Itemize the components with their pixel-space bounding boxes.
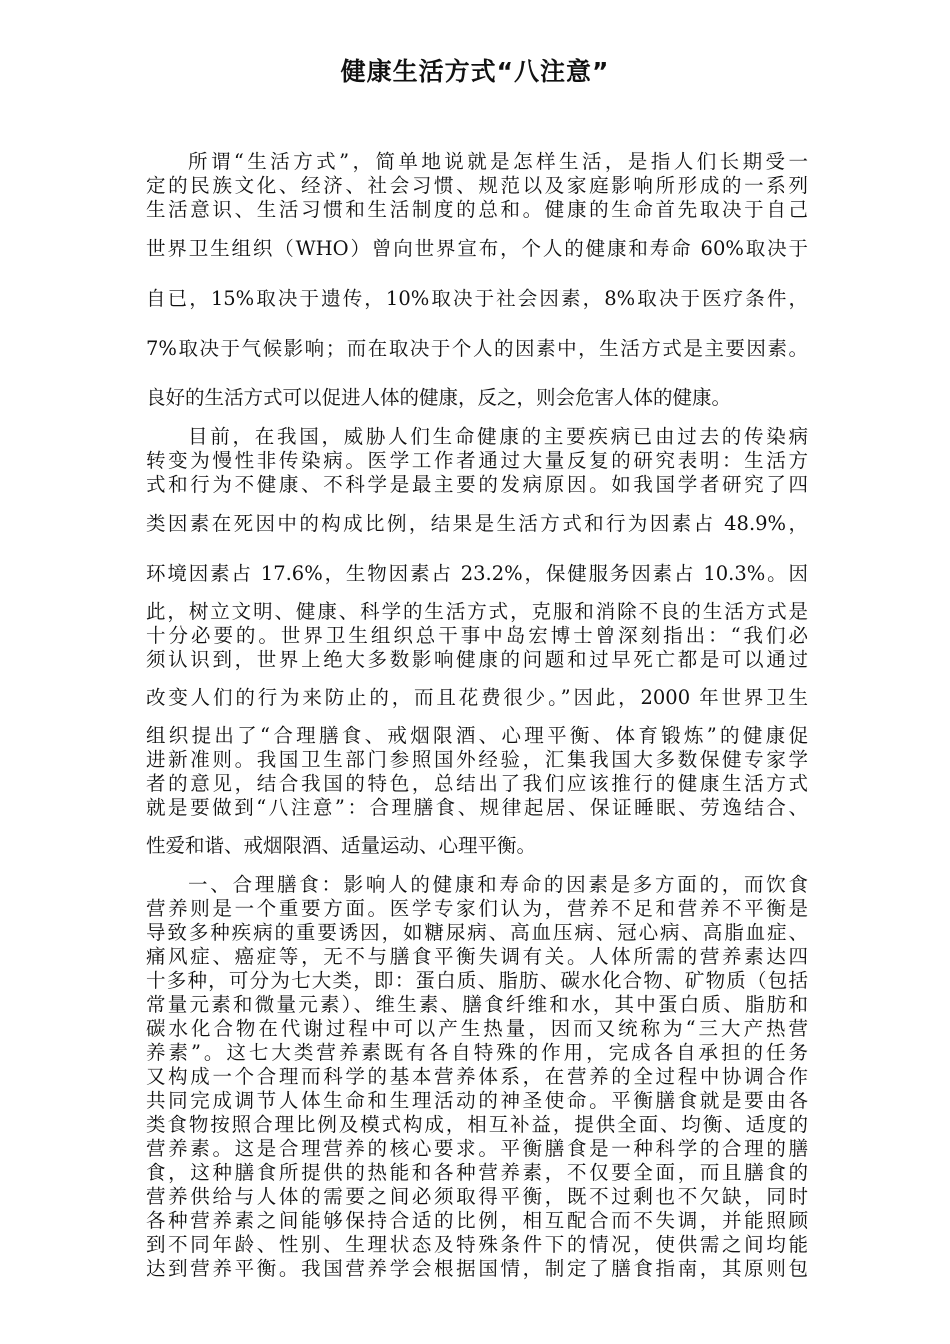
text-line: 转变为慢性非传染病。医学工作者通过大量反复的研究表明：生活方 [146, 449, 808, 472]
text-line: 进新准则。我国卫生部门参照国外经验，汇集我国大多数保健专家学 [146, 748, 808, 771]
text-line: 十分必要的。世界卫生组织总干事中岛宏博士曾深刻指出：“我们必 [146, 624, 808, 647]
text-line: 此，树立文明、健康、科学的生活方式，克服和消除不良的生活方式是 [146, 600, 808, 623]
text-line: 式和行为不健康、不科学是最主要的发病原因。如我国学者研究了四 [146, 473, 808, 496]
text-line: 养素”。这七大类营养素既有各自特殊的作用，完成各自承担的任务 [146, 1041, 808, 1064]
text-line: 组织提出了“合理膳食、戒烟限酒、心理平衡、体育锻炼”的健康促 [146, 724, 808, 747]
text-line: 到不同年龄、性别、生理状态及特殊条件下的情况，使供需之间均能 [146, 1233, 808, 1256]
text-line: 十多种，可分为七大类，即：蛋白质、脂肪、碳水化合物、矿物质（包括 [146, 969, 808, 992]
text-line: 良好的生活方式可以促进人体的健康，反之，则会危害人体的健康。 [146, 386, 732, 409]
text-line: 定的民族文化、经济、社会习惯、规范以及家庭影响所形成的一系列 [146, 174, 808, 197]
text-line: 食，这种膳食所提供的热能和各种营养素，不仅要全面，而且膳食的 [146, 1161, 808, 1184]
text-line: 自已，15%取决于遗传，10%取决于社会因素，8%取决于医疗条件， [146, 287, 808, 310]
text-line: 者的意见，结合我国的特色，总结出了我们应该推行的健康生活方式 [146, 772, 808, 795]
text-line: 改变人们的行为来防止的，而且花费很少。”因此，2000 年世界卫生 [146, 686, 808, 709]
text-line: 须认识到，世界上绝大多数影响健康的问题和过早死亡都是可以通过 [146, 648, 808, 671]
text-line: 类食物按照合理比例及模式构成，相互补益，提供全面、均衡、适度的 [146, 1113, 808, 1136]
text-line: 营养供给与人体的需要之间必须取得平衡，既不过剩也不欠缺，同时 [146, 1185, 808, 1208]
text-line: 达到营养平衡。我国营养学会根据国情，制定了膳食指南，其原则包 [146, 1257, 808, 1280]
text-line: 营养素。这是合理营养的核心要求。平衡膳食是一种科学的合理的膳 [146, 1137, 808, 1160]
text-line: 又构成一个合理而科学的基本营养体系，在营养的全过程中协调合作 [146, 1065, 808, 1088]
document-title: 健康生活方式“八注意” [340, 57, 610, 86]
text-line: 环境因素占 17.6%，生物因素占 23.2%，保健服务因素占 10.3%。因 [146, 562, 808, 585]
text-line: 世界卫生组织（WHO）曾向世界宣布，个人的健康和寿命 60%取决于 [146, 237, 808, 260]
text-line: 7%取决于气候影响；而在取决于个人的因素中，生活方式是主要因素。 [146, 337, 808, 360]
text-line: 营养则是一个重要方面。医学专家们认为，营养不足和营养不平衡是 [146, 897, 808, 920]
text-line: 类因素在死因中的构成比例，结果是生活方式和行为因素占 48.9%， [146, 512, 808, 535]
text-line: 一、合理膳食：影响人的健康和寿命的因素是多方面的，而饮食 [188, 873, 808, 896]
text-line: 各种营养素之间能够保持合适的比例，相互配合而不失调，并能照顾 [146, 1209, 808, 1232]
text-line: 导致多种疾病的重要诱因，如糖尿病、高血压病、冠心病、高脂血症、 [146, 921, 808, 944]
text-line: 痛风症、癌症等，无不与膳食平衡失调有关。人体所需的营养素达四 [146, 945, 808, 968]
text-line: 常量元素和微量元素）、维生素、膳食纤维和水，其中蛋白质、脂肪和 [146, 993, 808, 1016]
text-line: 共同完成调节人体生命和生理活动的神圣使命。平衡膳食就是要由各 [146, 1089, 808, 1112]
text-line: 目前，在我国，威胁人们生命健康的主要疾病已由过去的传染病 [188, 425, 808, 448]
text-line: 性爱和谐、戒烟限酒、适量运动、心理平衡。 [146, 834, 537, 857]
text-line: 生活意识、生活习惯和生活制度的总和。健康的生命首先取决于自己 [146, 198, 808, 221]
text-line: 就是要做到“八注意”：合理膳食、规律起居、保证睡眠、劳逸结合、 [146, 796, 808, 819]
text-line: 碳水化合物在代谢过程中可以产生热量，因而又统称为“三大产热营 [146, 1017, 808, 1040]
text-line: 所谓“生活方式”，简单地说就是怎样生活，是指人们长期受一 [188, 150, 808, 173]
